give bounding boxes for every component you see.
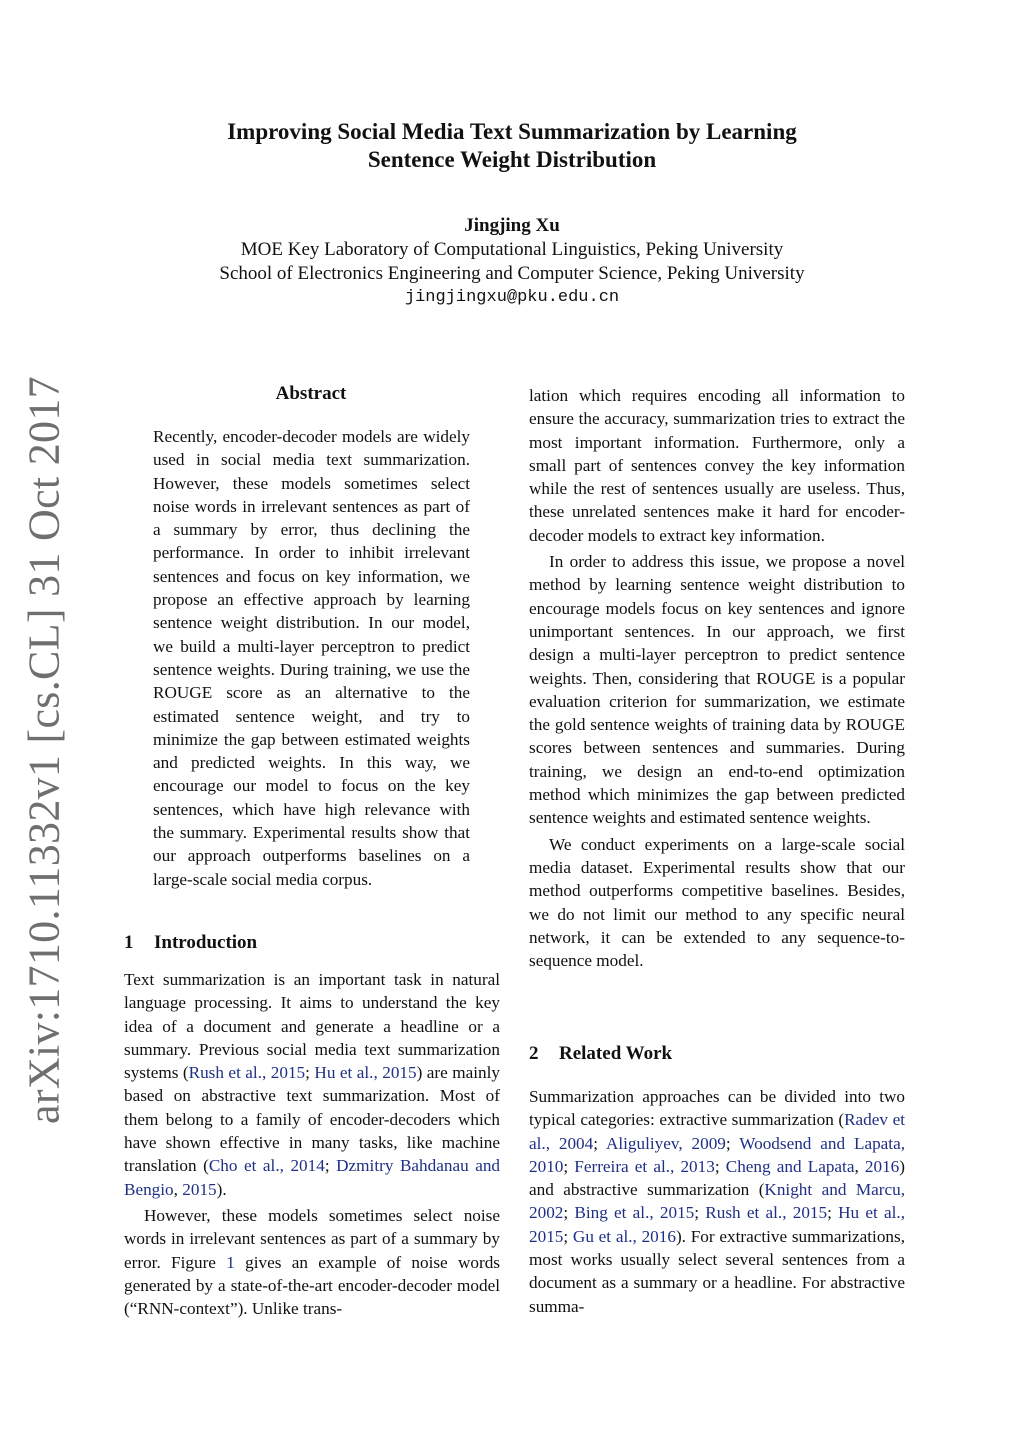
section-introduction-heading	[124, 931, 257, 955]
paper-title	[150, 118, 874, 174]
author-affiliation-1: MOE Key Laboratory of Computational Linguistics, Peking University	[240, 239, 784, 260]
citation-link[interactable]: 2015	[182, 1179, 217, 1199]
citation-link[interactable]: Aliguliyev, 2009	[605, 1133, 726, 1153]
citation-link[interactable]: Radev et al., 2004	[529, 1110, 905, 1153]
section-title: Related Work	[559, 1043, 673, 1064]
intro-paragraph-5: We conduct experiments on a large-scale social media dataset. Experimental results show that our method outperforms competitive baselines. Besides, we do not limit our method to any specific neural network, it can be extended to any sequence-to-sequence model.	[529, 834, 905, 971]
citation-link[interactable]: Gu et al., 2016	[572, 1226, 676, 1246]
intro-paragraph-2: However, these models sometimes select noise words in irrelevant sentences as part of a summary by error. Figure 1 gives an example of noise words generated by a state-of-the-art encoder-decoder model (“RNN-context”). Unlike trans-	[124, 1205, 500, 1319]
abstract-body	[153, 425, 470, 891]
citation-link[interactable]: Woodsend and Lapata, 2010	[529, 1133, 905, 1176]
arxiv-identifier-stamp: arXiv:1710.11332v1 [cs.CL] 31 Oct 2017	[19, 376, 69, 1124]
intro-paragraph-3: lation which requires encoding all information to ensure the accuracy, summarization tries to extract the most important information. Furthermore, only a small part of sentences convey the key information while the rest of sentences usually are useless. Thus, these unrelated sentences make it hard for encoder-decoder models to extract key information.	[529, 386, 905, 545]
section-related-work-heading	[529, 1042, 672, 1066]
intro-paragraph-1: Text summarization is an important task in natural language processing. It aims to understand the key idea of a document and generate a headline or a summary. Previous social media text summarization systems (Rush et al., 2015; Hu et al., 2015) are mainly based on abstractive text summarization. Most of them belong to a family of encoder-decoders which have shown effective in many tasks, like machine translation (Cho et al., 2014; Dzmitry Bahdanau and Bengio, 2015).	[124, 970, 501, 1199]
author-name: Jingjing Xu	[464, 215, 560, 236]
abstract-heading: Abstract	[275, 383, 347, 404]
title-line-2: Sentence Weight Distribution	[367, 147, 657, 172]
citation-link[interactable]: 2016	[864, 1156, 900, 1176]
citation-link[interactable]: Rush et al., 2015	[188, 1063, 306, 1083]
section-number: 2	[529, 1043, 539, 1064]
title-line-1: Improving Social Media Text Summarization by Learning	[227, 119, 797, 144]
related-paragraph-1: Summarization approaches can be divided into two typical categories: extractive summarization (Radev et al., 2004; Aliguliyev, 2009; Woodsend and Lapata, 2010; Ferreira et al., 2013; Cheng and Lapata, 2016) and abstractive summarization (Knight and Marcu, 2002; Bing et al., 2015; Rush et al., 2015; Hu et al., 2015; Gu et al., 2016). For extractive summarizations, most works usually select several sentences from a document as a summary or a headline. For abstractive summa-	[529, 1087, 905, 1316]
citation-link[interactable]: Cho et al., 2014	[208, 1156, 325, 1176]
citation-link[interactable]: Cheng and Lapata	[725, 1156, 855, 1176]
abstract-text: Recently, encoder-decoder models are widely used in social media text summarization. However, these models sometimes select noise words in irrelevant sentences as part of a summary by error, thus declining the performance. In order to inhibit irrelevant sentences and focus on key information, we propose an effective approach by learning sentence weight distribution. In our model, we build a multi-layer perceptron to predict sentence weights. During training, we use the ROUGE score as an alternative to the estimated sentence weight, and try to minimize the gap between estimated weights and predicted weights. In this way, we encourage our model to focus on the key sentences, which have high relevance with the summary. Experimental results show that our approach outperforms baselines on a large-scale social media corpus.	[153, 427, 470, 889]
citation-link[interactable]: Ferreira et al., 2013	[574, 1156, 715, 1176]
citation-link[interactable]: Bing et al., 2015	[574, 1203, 695, 1223]
citation-link[interactable]: Rush et al., 2015	[705, 1203, 828, 1223]
introduction-continued	[529, 384, 905, 972]
citation-link[interactable]: Hu et al., 2015	[529, 1203, 905, 1246]
citation-link[interactable]: Dzmitry Bahdanau and Bengio	[124, 1156, 501, 1199]
introduction-body	[124, 968, 500, 1320]
section-number: 1	[124, 932, 134, 953]
section-title: Introduction	[154, 932, 258, 953]
related-work-body	[529, 1085, 905, 1318]
author-block	[150, 214, 874, 310]
citation-link[interactable]: Knight and Marcu, 2002	[529, 1180, 905, 1223]
figure-reference-link[interactable]: 1	[226, 1252, 235, 1272]
citation-link[interactable]: Hu et al., 2015	[314, 1063, 417, 1083]
author-affiliation-2: School of Electronics Engineering and Computer Science, Peking University	[219, 263, 805, 284]
author-email[interactable]: jingjingxu@pku.edu.cn	[404, 288, 620, 307]
intro-paragraph-4: In order to address this issue, we propose a novel method by learning sentence weight distribution to encourage models focus on key sentences and ignore unimportant sentences. In our approach, we first design a multi-layer perceptron to predict sentence weights. Then, considering that ROUGE is a popular evaluation criterion for summarization, we estimate the gold sentence weights of training data by ROUGE scores between sentences and summaries. During training, we design an end-to-end optimization method which minimizes the gap between predicted sentence weights and estimated sentence weights.	[529, 552, 905, 828]
